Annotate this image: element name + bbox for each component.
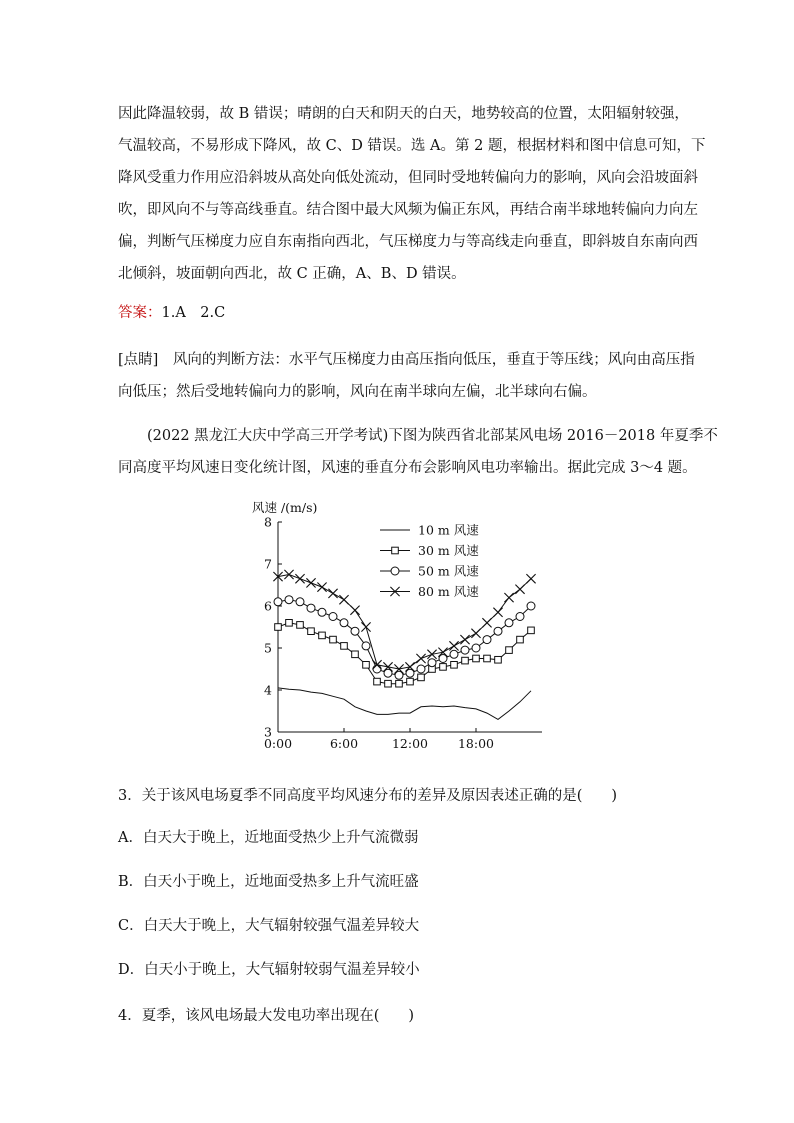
data-point <box>484 655 491 662</box>
data-point <box>473 655 480 662</box>
data-point <box>526 574 535 583</box>
data-point <box>450 650 458 658</box>
y-tick-label: 3 <box>264 724 272 740</box>
text-line: 偏，判断气压梯度力应自东南指向西北，气压梯度力与等高线走向垂直，即斜坡自东南向西 <box>118 234 698 250</box>
data-point <box>505 619 513 627</box>
text-line: [点睛] 风向的判断方法：水平气压梯度力由高压指向低压，垂直于等压线；风向由高压指 <box>118 352 695 368</box>
text-line: 向低压；然后受地转偏向力的影响，风向在南半球向左偏，北半球向右偏。 <box>118 384 597 400</box>
data-point <box>286 620 293 627</box>
data-point <box>527 602 535 610</box>
explanation-paragraph <box>118 98 706 290</box>
data-point <box>351 627 359 635</box>
legend-label: 30 m 风速 <box>418 543 479 558</box>
option-d[interactable]: D．白天小于晚上，大气辐射较弱气温差异较小 <box>118 962 420 978</box>
data-point <box>462 657 469 664</box>
y-tick-label: 7 <box>264 556 272 572</box>
data-point <box>308 628 315 635</box>
option-c[interactable]: C．白天大于晚上，大气辐射较强气温差异较大 <box>118 918 420 934</box>
legend-marker <box>391 567 399 575</box>
series-10 m 风速 <box>278 688 531 720</box>
wind-speed-chart <box>248 496 558 761</box>
data-point <box>449 641 458 650</box>
data-point <box>350 606 359 615</box>
answer-text: 1.A 2.C <box>161 305 226 321</box>
data-point <box>307 604 315 612</box>
y-tick-label: 5 <box>264 640 272 656</box>
data-point <box>451 662 458 669</box>
x-tick-label: 12:00 <box>391 736 429 751</box>
data-point <box>374 678 381 685</box>
data-point <box>471 629 480 638</box>
question-4: 4．夏季，该风电场最大发电功率出现在( ) <box>118 1008 415 1024</box>
data-point <box>285 596 293 604</box>
data-point <box>506 647 513 654</box>
series-line <box>278 688 531 720</box>
data-point <box>517 636 524 643</box>
x-tick-label: 0:00 <box>263 736 293 751</box>
data-point <box>515 585 524 594</box>
data-point <box>295 574 304 583</box>
data-point <box>493 608 502 617</box>
series-line <box>278 575 531 670</box>
data-point <box>274 598 282 606</box>
legend-entry <box>380 564 479 579</box>
data-point <box>428 659 436 667</box>
data-point <box>284 570 293 579</box>
data-point <box>427 650 436 659</box>
data-point <box>461 646 469 654</box>
tip-paragraph <box>118 344 695 408</box>
data-point <box>472 644 480 652</box>
text-line: 降风受重力作用应沿斜坡从高处向低处流动，但同时受地转偏向力的影响，风向会沿坡面斜 <box>118 170 698 186</box>
option-a[interactable]: A．白天大于晚上，近地面受热少上升气流微弱 <box>118 830 419 846</box>
answer-line <box>118 297 680 329</box>
question-3: 3．关于该风电场夏季不同高度平均风速分布的差异及原因表述正确的是( ) <box>118 788 618 804</box>
y-tick-label: 8 <box>264 514 272 530</box>
legend-marker <box>392 547 399 554</box>
text-line: (2022 黑龙江大庆中学高三开学考试)下图为陕西省北部某风电场 2016－2018 年夏季不 <box>118 428 718 444</box>
data-point <box>504 593 513 602</box>
data-point <box>340 619 348 627</box>
x-tick-label: 18:00 <box>457 736 495 751</box>
data-point <box>460 635 469 644</box>
series-50 m 风速 <box>274 596 535 680</box>
data-point <box>396 680 403 687</box>
series-line <box>278 600 531 676</box>
data-point <box>418 674 425 681</box>
y-tick-label: 6 <box>264 598 272 614</box>
question-intro <box>118 420 718 484</box>
data-point <box>296 598 304 606</box>
data-point <box>317 583 326 592</box>
x-tick-label: 6:00 <box>329 736 359 751</box>
text-line: 同高度平均风速日变化统计图，风速的垂直分布会影响风电功率输出。据此完成 3～4 题。 <box>118 460 697 476</box>
data-point <box>495 656 502 663</box>
data-point <box>494 627 502 635</box>
series-lines <box>273 570 535 720</box>
data-point <box>275 624 282 631</box>
data-point <box>361 622 370 631</box>
data-point <box>440 664 447 671</box>
data-point <box>329 613 337 621</box>
data-point <box>528 627 535 634</box>
legend-entry <box>380 543 479 558</box>
data-point <box>318 608 326 616</box>
data-point <box>407 678 414 685</box>
text-line: 北倾斜，坡面朝向西北，故 C 正确，A、B、D 错误。 <box>118 266 466 282</box>
option-b[interactable]: B．白天小于晚上，近地面受热多上升气流旺盛 <box>118 874 419 890</box>
data-point <box>297 622 304 629</box>
data-point <box>417 665 425 673</box>
y-tick-label: 4 <box>264 682 272 698</box>
legend-label: 10 m 风速 <box>418 522 479 538</box>
legend-entry <box>380 584 479 599</box>
text-line: 气温较高，不易形成下降风，故 C、D 错误。选 A。第 2 题，根据材料和图中信息可知，下 <box>118 138 706 154</box>
data-point <box>330 636 337 643</box>
data-point <box>341 643 348 650</box>
text-line: 吹，即风向不与等高线垂直。结合图中最大风频为偏正东风，再结合南半球地转偏向力向左 <box>118 202 698 218</box>
legend-label: 50 m 风速 <box>418 563 479 579</box>
answer-label: 答案： <box>118 305 162 321</box>
legend-entry <box>380 523 479 538</box>
legend-label: 80 m 风速 <box>418 584 479 599</box>
data-point <box>319 632 326 639</box>
text-line: 因此降温较弱，故 B 错误；晴朗的白天和阴天的白天，地势较高的位置，太阳辐射较强， <box>118 106 689 122</box>
data-point <box>306 578 315 587</box>
data-point <box>363 662 370 669</box>
legend <box>380 523 479 600</box>
data-point <box>339 595 348 604</box>
data-point <box>416 654 425 663</box>
data-point <box>373 665 381 673</box>
data-point <box>482 618 491 627</box>
y-axis-label: 风速 /(m/s) <box>252 500 318 515</box>
data-point <box>516 613 524 621</box>
data-point <box>385 680 392 687</box>
data-point <box>483 636 491 644</box>
data-point <box>362 642 370 650</box>
data-point <box>328 589 337 598</box>
data-point <box>352 651 359 658</box>
